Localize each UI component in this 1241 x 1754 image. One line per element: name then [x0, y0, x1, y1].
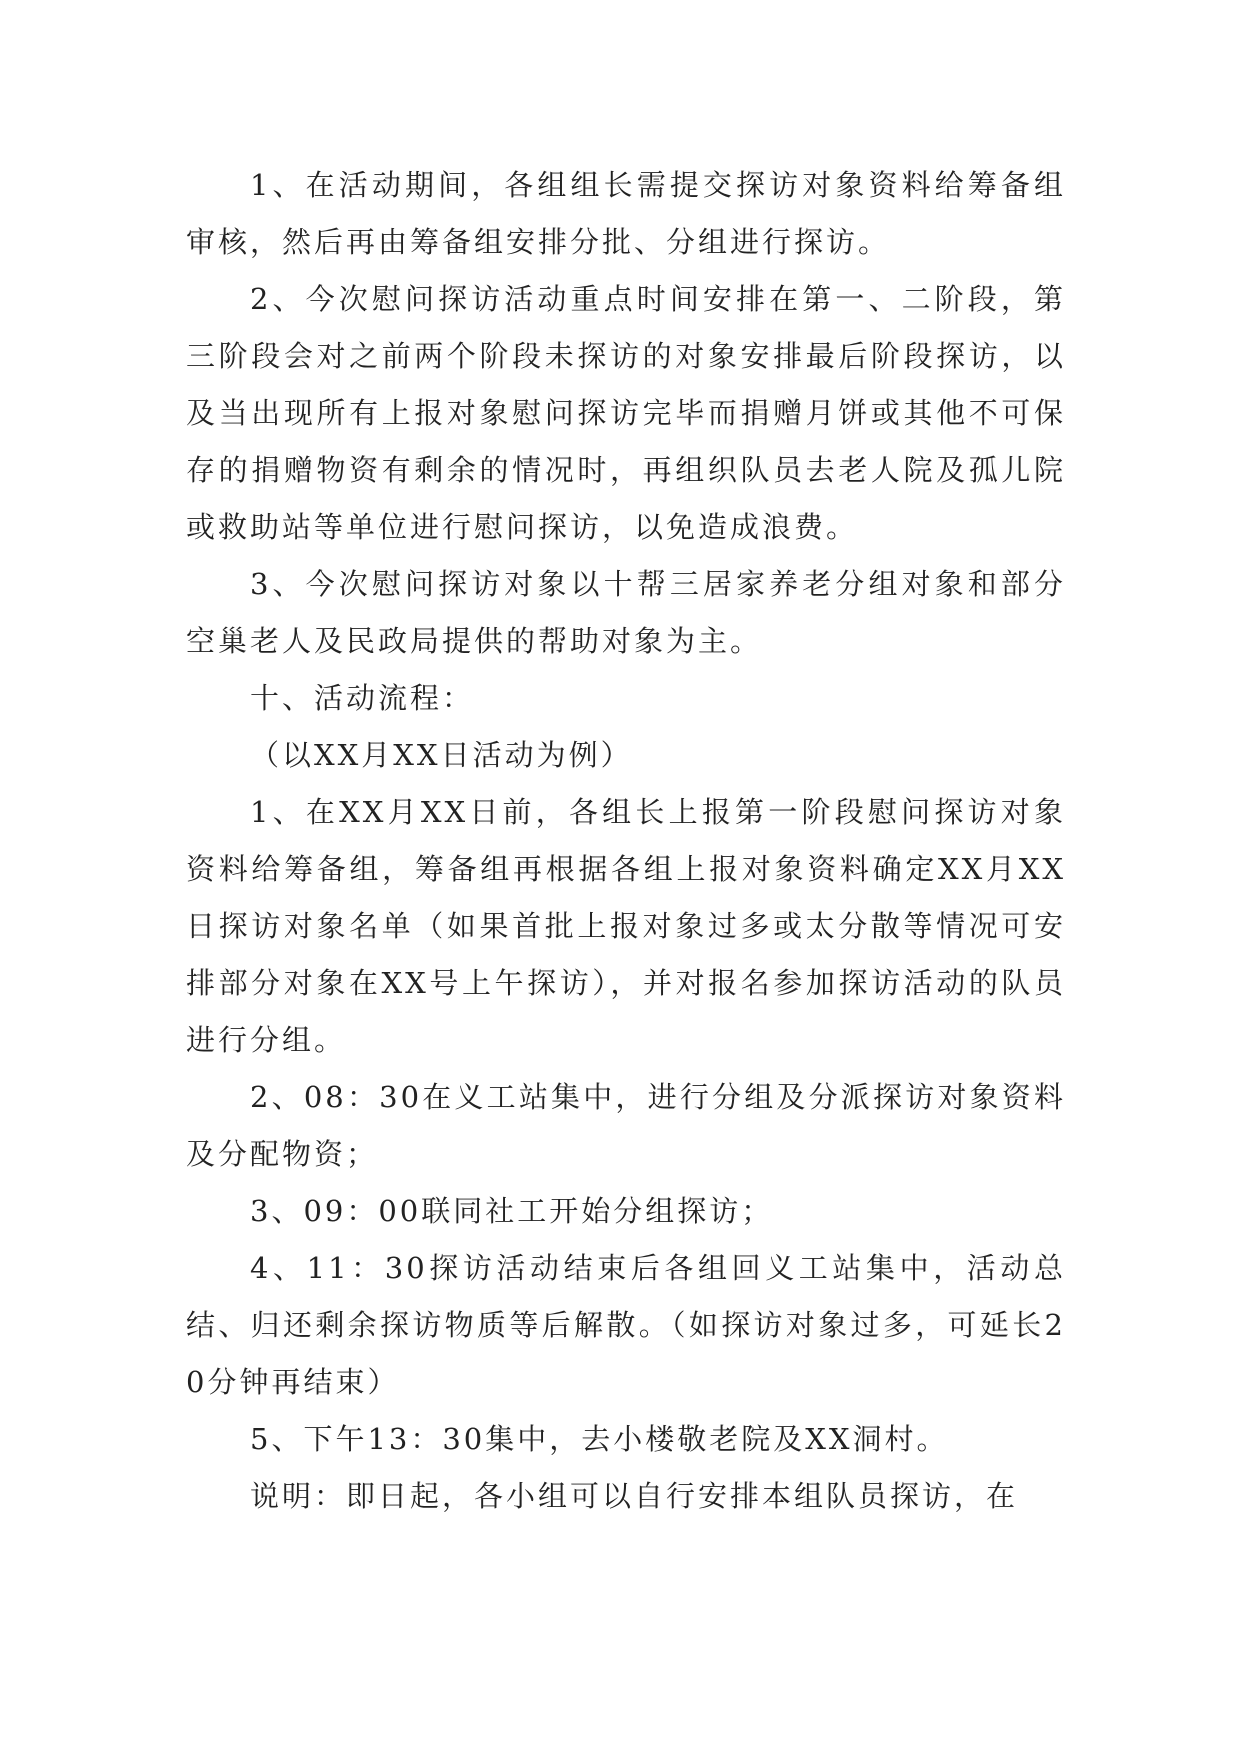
document-body — [186, 157, 1066, 1525]
paragraph-step-2: 2、08：30在义工站集中，进行分组及分派探访对象资料及分配物资； — [186, 1080, 1066, 1171]
paragraph-explanation: 说明：即日起，各小组可以自行安排本组队员探访，在 — [250, 1479, 1019, 1513]
paragraph-example-note: （以XX月XX日活动为例） — [250, 738, 633, 772]
paragraph-step-4: 4、11：30探访活动结束后各组回义工站集中，活动总结、归还剩余探访物质等后解散。（如探访对象过多，可延长20分钟再结束） — [186, 1251, 1066, 1399]
paragraph-submit-materials: 1、在活动期间，各组组长需提交探访对象资料给筹备组审核，然后再由筹备组安排分批、分组进行探访。 — [186, 168, 1066, 259]
paragraph-step-5: 5、下午13：30集中，去小楼敬老院及XX洞村。 — [250, 1422, 949, 1456]
paragraph-schedule-phases: 2、今次慰问探访活动重点时间安排在第一、二阶段，第三阶段会对之前两个阶段未探访的对象安排最后阶段探访，以及当出现所有上报对象慰问探访完毕而捐赠月饼或其他不可保存的捐赠物资有剩余的情况时，再组织队员去老人院及孤儿院或救助站等单位进行慰问探访，以免造成浪费。 — [186, 282, 1066, 544]
paragraph-step-1: 1、在XX月XX日前，各组长上报第一阶段慰问探访对象资料给筹备组，筹备组再根据各组上报对象资料确定XX月XX日探访对象名单（如果首批上报对象过多或太分散等情况可安排部分对象在XX号上午探访），并对报名参加探访活动的队员进行分组。 — [186, 795, 1066, 1057]
paragraph-visit-targets: 3、今次慰问探访对象以十帮三居家养老分组对象和部分空巢老人及民政局提供的帮助对象为主。 — [186, 567, 1066, 658]
paragraph-step-3: 3、09：00联同社工开始分组探访； — [250, 1194, 774, 1228]
section-heading-activity-flow: 十、活动流程： — [250, 681, 475, 715]
